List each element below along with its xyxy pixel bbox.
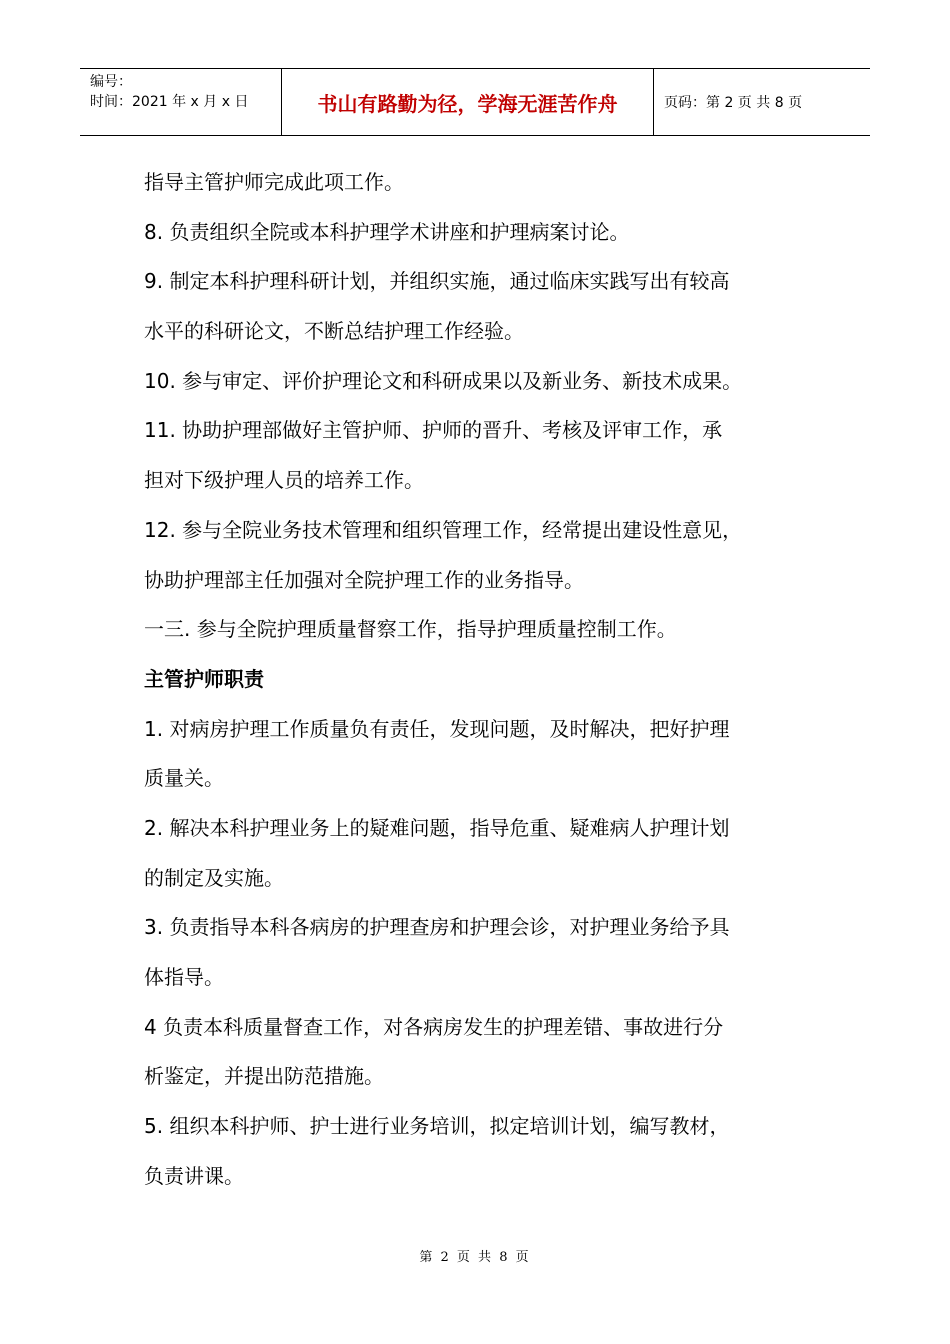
body-line: 5. 组织本科护师、护士进行业务培训，拟定培训计划，编写教材， [144, 1114, 730, 1139]
body-line: 1. 对病房护理工作质量负有责任，发现问题，及时解决，把好护理 [144, 716, 730, 741]
page-header [80, 68, 870, 136]
body-line: 指导主管护师完成此项工作。 [144, 170, 404, 194]
body-line: 担对下级护理人员的培养工作。 [144, 468, 424, 493]
document-body [144, 158, 804, 1201]
body-line: 一三. 参与全院护理质量督察工作，指导护理质量控制工作。 [144, 617, 677, 642]
body-line: 体指导。 [144, 965, 224, 989]
body-line: 8. 负责组织全院或本科护理学术讲座和护理病案讨论。 [144, 219, 630, 244]
body-line: 3. 负责指导本科各病房的护理查房和护理会诊，对护理业务给予具 [144, 915, 730, 940]
body-line: 12. 参与全院业务技术管理和组织管理工作，经常提出建设性意见， [144, 517, 743, 542]
body-line: 协助护理部主任加强对全院护理工作的业务指导。 [144, 567, 584, 592]
header-page-info: 页码：第 2 页 共 8 页 [664, 95, 803, 111]
document-date: 时间：2021 年 x 月 x 日 [90, 94, 249, 110]
body-line: 质量关。 [144, 766, 224, 791]
body-line: 负责讲课。 [144, 1163, 244, 1188]
body-line: 9. 制定本科护理科研计划，并组织实施，通过临床实践写出有较高 [144, 269, 730, 294]
page-footer: 第 2 页 共 8 页 [419, 1250, 531, 1265]
document-number-label: 编号： [90, 74, 132, 90]
header-motto: 书山有路勤为径，学海无涯苦作舟 [282, 69, 654, 135]
body-line: 10. 参与审定、评价护理论文和科研成果以及新业务、新技术成果。 [144, 368, 743, 393]
body-line: 析鉴定，并提出防范措施。 [144, 1064, 384, 1089]
body-line: 2. 解决本科护理业务上的疑难问题，指导危重、疑难病人护理计划 [144, 815, 730, 840]
body-line: 11. 协助护理部做好主管护师、护师的晋升、考核及评审工作，承 [144, 418, 723, 443]
body-line: 的制定及实施。 [144, 865, 284, 890]
header-meta [80, 69, 282, 135]
section-heading: 主管护师职责 [144, 666, 264, 691]
body-line: 水平的科研论文，不断总结护理工作经验。 [144, 319, 524, 344]
body-line: 4 负责本科质量督查工作，对各病房发生的护理差错、事故进行分 [144, 1014, 724, 1039]
